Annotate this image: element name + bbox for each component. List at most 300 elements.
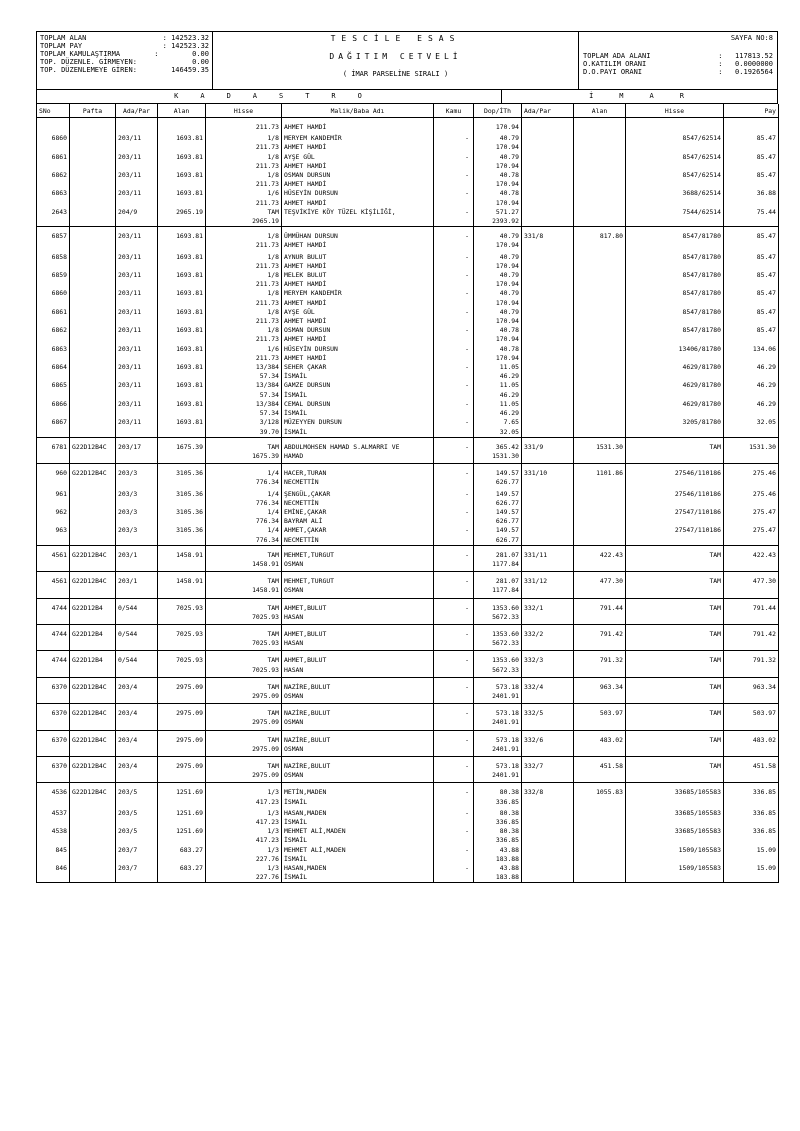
table-row [37, 864, 779, 883]
hisse-cell-line: 417.23 [255, 818, 279, 826]
total-value: 146459.35 [171, 66, 209, 74]
pafta-cell [70, 271, 116, 289]
dop-cell-line: 170.94 [495, 317, 519, 326]
pay-cell: 791.42 [724, 624, 779, 650]
dop-cell [474, 437, 522, 463]
malik-cell [282, 526, 434, 545]
ada-par-cell: 203/11 [116, 134, 158, 152]
hisse-cell [206, 227, 282, 253]
kamu-cell: - [434, 624, 474, 650]
ratio-value: : 117813.52 [718, 52, 773, 60]
pafta-cell: G22D12B4C [70, 572, 116, 598]
kamu-cell: - [434, 418, 474, 437]
pafta-cell: G22D12B4C [70, 704, 116, 730]
sno-cell: 6858 [37, 253, 70, 271]
malik-cell-line: İSMAİL [284, 818, 308, 826]
kamu-cell: - [434, 381, 474, 399]
dop-cell [474, 783, 522, 809]
hisse-cell-line: 1/3 [267, 864, 279, 873]
dop-cell [474, 809, 522, 827]
malik-cell-line: NAZİRE,BULUT [284, 709, 331, 718]
hisse-cell-line: 211.73 [255, 280, 279, 289]
ada-par-cell: 203/11 [116, 381, 158, 399]
dop-cell-line: 80.38 [499, 788, 519, 797]
dop-cell-line: 170.94 [495, 298, 519, 307]
imar-hisse-cell: 8547/81780 [626, 227, 724, 253]
dop-cell-line: 40.79 [499, 152, 519, 161]
hisse-cell-line: TAM [267, 550, 279, 559]
dop-cell [474, 345, 522, 363]
malik-cell [282, 704, 434, 730]
imar-alan-cell [574, 809, 626, 827]
column-header: Pafta [70, 104, 116, 118]
pafta-cell: G22D12B4C [70, 545, 116, 571]
imar-hisse-cell: 1509/105583 [626, 846, 724, 864]
ada-par-cell: 203/11 [116, 345, 158, 363]
kamu-cell: - [434, 846, 474, 864]
malik-cell [282, 437, 434, 463]
hisse-cell-line: 2965.19 [252, 217, 279, 226]
ada-par-cell: 203/5 [116, 783, 158, 809]
imar-alan-cell: 503.97 [574, 704, 626, 730]
pay-cell: 15.09 [724, 864, 779, 883]
imar-alan-cell [574, 253, 626, 271]
dop-cell-line: 46.29 [499, 372, 519, 381]
imar-alan-cell: 791.42 [574, 624, 626, 650]
pay-cell: 483.02 [724, 730, 779, 756]
imar-hisse-cell: 8547/62514 [626, 171, 724, 189]
hisse-cell-line: 211.73 [255, 317, 279, 326]
column-header: SNo [37, 104, 70, 118]
hisse-cell-line: TAM [267, 682, 279, 691]
table-row [37, 730, 779, 756]
sno-cell: 6867 [37, 418, 70, 437]
pay-cell: 336.85 [724, 809, 779, 827]
dop-cell-line: 170.94 [495, 198, 519, 207]
dop-cell-line: 40.78 [499, 326, 519, 335]
hisse-cell [206, 864, 282, 883]
dop-cell [474, 418, 522, 437]
ratio-row [583, 52, 773, 60]
sno-cell: 845 [37, 846, 70, 864]
imar-alan-cell [574, 308, 626, 326]
kamu-cell: - [434, 598, 474, 624]
alan-cell: 1693.81 [158, 171, 206, 189]
imar-ada-par-cell: 332/3 [522, 651, 574, 677]
malik-cell-line: AHMET HAMDİ [284, 143, 327, 152]
hisse-cell-line: 211.73 [255, 143, 279, 152]
pafta-cell [70, 189, 116, 207]
dop-cell-line: 170.94 [495, 241, 519, 250]
pay-cell: 85.47 [724, 134, 779, 152]
imar-alan-cell [574, 134, 626, 152]
pay-cell: 85.47 [724, 253, 779, 271]
dop-cell-line: 573.18 [495, 682, 519, 691]
dop-cell-line: 365.42 [495, 442, 519, 451]
hisse-cell-line: 227.76 [255, 854, 279, 863]
malik-cell-line: MEHMET,TURGUT [284, 577, 335, 586]
ratio-block [579, 32, 777, 89]
imar-alan-cell [574, 289, 626, 307]
dop-cell-line: 170.94 [495, 280, 519, 289]
imar-ada-par-cell [522, 326, 574, 344]
total-label: TOP. DÜZENLEMEYE GİREN: [40, 66, 137, 74]
alan-cell: 3105.36 [158, 526, 206, 545]
column-header: Alan [158, 104, 206, 118]
pay-cell: 46.29 [724, 381, 779, 399]
malik-cell-line: AYŞE GÜL [284, 307, 315, 316]
section-imar: İMAR [589, 92, 710, 100]
imar-ada-par-cell: 331/12 [522, 572, 574, 598]
pafta-cell [70, 864, 116, 883]
table-row [37, 118, 779, 135]
table-row [37, 704, 779, 730]
pay-cell: 791.44 [724, 598, 779, 624]
pay-cell: 75.44 [724, 208, 779, 227]
kamu-cell: - [434, 134, 474, 152]
ada-par-cell: 203/1 [116, 572, 158, 598]
imar-ada-par-cell [522, 171, 574, 189]
malik-cell-line: OSMAN [284, 718, 304, 727]
hisse-cell-line: 1/8 [267, 307, 279, 316]
malik-cell [282, 418, 434, 437]
imar-hisse-cell: TAM [626, 437, 724, 463]
malik-cell [282, 363, 434, 381]
malik-cell [282, 134, 434, 152]
title-block [213, 32, 579, 89]
pafta-cell [70, 289, 116, 307]
dop-cell-line: 80.38 [499, 827, 519, 836]
kamu-cell: - [434, 208, 474, 227]
table-row [37, 326, 779, 344]
hisse-cell-line: 7025.93 [252, 665, 279, 674]
malik-cell-line: OSMAN DURSUN [284, 326, 331, 335]
total-label: TOP. DÜZENLE. GİRMEYEN: [40, 58, 137, 66]
dop-cell [474, 118, 522, 135]
table-row [37, 846, 779, 864]
imar-hisse-cell: 8547/81780 [626, 271, 724, 289]
table-row [37, 572, 779, 598]
ratio-label: D.O.PAYI ORANI [583, 68, 643, 76]
sno-cell: 6860 [37, 289, 70, 307]
malik-cell-line: MEHMET ALİ,MADEN [284, 827, 346, 836]
table-row [37, 400, 779, 418]
imar-hisse-cell: TAM [626, 730, 724, 756]
pafta-cell [70, 171, 116, 189]
imar-hisse-cell: 3205/81780 [626, 418, 724, 437]
imar-ada-par-cell [522, 118, 574, 135]
hisse-cell [206, 730, 282, 756]
dop-cell-line: 43.88 [499, 845, 519, 854]
malik-cell [282, 253, 434, 271]
dop-cell-line: 40.79 [499, 252, 519, 261]
dop-cell [474, 756, 522, 782]
hisse-cell-line: 417.23 [255, 797, 279, 806]
kamu-cell: - [434, 271, 474, 289]
kamu-cell: - [434, 189, 474, 207]
page-number: SAYFA NO:8 [730, 34, 773, 42]
malik-cell [282, 381, 434, 399]
malik-cell-line: TEŞVİKİYE KÖY TÜZEL KİŞİLİĞİ, [284, 207, 396, 216]
table-body [37, 118, 779, 883]
pafta-cell [70, 809, 116, 827]
pafta-cell [70, 400, 116, 418]
malik-cell-line: METİN,MADEN [284, 788, 327, 797]
alan-cell: 1693.81 [158, 134, 206, 152]
sno-cell: 2643 [37, 208, 70, 227]
table-row [37, 253, 779, 271]
malik-cell-line: MEHMET,TURGUT [284, 550, 335, 559]
malik-cell [282, 624, 434, 650]
hisse-cell [206, 208, 282, 227]
dop-cell [474, 134, 522, 152]
kamu-cell: - [434, 572, 474, 598]
imar-hisse-cell: TAM [626, 704, 724, 730]
dop-cell-line: 149.57 [495, 489, 519, 498]
alan-cell: 1458.91 [158, 572, 206, 598]
imar-ada-par-cell [522, 526, 574, 545]
hisse-cell-line: 1/8 [267, 134, 279, 143]
ada-par-cell: 203/3 [116, 526, 158, 545]
malik-cell-line: ŞENGÜL,ÇAKAR [284, 489, 331, 498]
hisse-cell-line: 1/8 [267, 152, 279, 161]
imar-hisse-cell: 33685/105583 [626, 809, 724, 827]
ada-par-cell [116, 118, 158, 135]
alan-cell: 2975.09 [158, 677, 206, 703]
kamu-cell: - [434, 756, 474, 782]
dop-cell-line: 170.94 [495, 261, 519, 270]
malik-cell-line: AHMET HAMDİ [284, 180, 327, 189]
table-row [37, 363, 779, 381]
ada-par-cell: 203/1 [116, 545, 158, 571]
malik-cell-line: İSMAİL [284, 390, 308, 399]
dop-cell-line: 1353.60 [492, 629, 519, 638]
dop-cell-line: 5672.33 [492, 639, 519, 648]
pay-cell: 46.29 [724, 363, 779, 381]
hisse-cell-line: TAM [267, 629, 279, 638]
hisse-cell-line: TAM [267, 207, 279, 216]
hisse-cell [206, 756, 282, 782]
kamu-cell: - [434, 526, 474, 545]
alan-cell: 1693.81 [158, 345, 206, 363]
table-row [37, 677, 779, 703]
alan-cell: 683.27 [158, 846, 206, 864]
table-row [37, 134, 779, 152]
ada-par-cell: 203/11 [116, 253, 158, 271]
dop-cell-line: 149.57 [495, 469, 519, 478]
malik-cell [282, 171, 434, 189]
malik-cell-line: OSMAN [284, 771, 304, 780]
imar-hisse-cell: 33685/105583 [626, 827, 724, 845]
kamu-cell: - [434, 704, 474, 730]
pay-cell: 36.88 [724, 189, 779, 207]
ada-par-cell: 203/11 [116, 326, 158, 344]
malik-cell-line: AHMET HAMDİ [284, 298, 327, 307]
alan-cell: 1693.81 [158, 189, 206, 207]
dop-cell-line: 11.05 [499, 363, 519, 372]
hisse-cell-line: TAM [267, 761, 279, 770]
pay-cell: 963.34 [724, 677, 779, 703]
hisse-cell [206, 651, 282, 677]
malik-cell-line: İSMAİL [284, 372, 308, 381]
malik-cell-line: MELEK BULUT [284, 271, 327, 280]
hisse-cell [206, 809, 282, 827]
hisse-cell [206, 253, 282, 271]
dop-cell-line: 40.79 [499, 232, 519, 241]
pay-cell: 336.85 [724, 783, 779, 809]
alan-cell: 1693.81 [158, 400, 206, 418]
totals-block [37, 32, 213, 89]
malik-cell-line: OSMAN DURSUN [284, 171, 331, 180]
alan-cell: 1693.81 [158, 271, 206, 289]
hisse-cell-line: TAM [267, 735, 279, 744]
imar-hisse-cell: TAM [626, 756, 724, 782]
malik-cell-line: EMİNE,ÇAKAR [284, 507, 327, 516]
ada-par-cell: 203/17 [116, 437, 158, 463]
alan-cell: 1693.81 [158, 308, 206, 326]
table-row [37, 208, 779, 227]
imar-hisse-cell: 8547/81780 [626, 253, 724, 271]
malik-cell-line: MERYEM KANDEMİR [284, 289, 342, 298]
malik-cell-line: İSMAİL [284, 836, 308, 845]
malik-cell-line: AHMET,BULUT [284, 656, 327, 665]
hisse-cell-line: 1/4 [267, 489, 279, 498]
malik-cell [282, 326, 434, 344]
ada-par-cell: 203/4 [116, 677, 158, 703]
total-label: TOPLAM PAY [40, 42, 83, 50]
alan-cell: 3105.36 [158, 490, 206, 508]
sno-cell: 6862 [37, 171, 70, 189]
dop-cell [474, 326, 522, 344]
malik-cell-line: AHMET HAMDİ [284, 353, 327, 362]
pafta-cell [70, 526, 116, 545]
imar-alan-cell [574, 827, 626, 845]
kamu-cell: - [434, 253, 474, 271]
malik-cell-line: AHMET HAMDİ [284, 280, 327, 289]
imar-alan-cell [574, 490, 626, 508]
kamu-cell: - [434, 437, 474, 463]
kamu-cell: - [434, 490, 474, 508]
imar-ada-par-cell: 332/4 [522, 677, 574, 703]
pay-cell: 85.47 [724, 289, 779, 307]
pay-cell: 503.97 [724, 704, 779, 730]
hisse-cell [206, 418, 282, 437]
sno-cell: 6864 [37, 363, 70, 381]
ada-par-cell: 203/11 [116, 189, 158, 207]
hisse-cell-line: 1/3 [267, 845, 279, 854]
hisse-cell [206, 677, 282, 703]
pay-cell: 275.47 [724, 526, 779, 545]
sno-cell: 6370 [37, 704, 70, 730]
dop-cell-line: 183.88 [495, 873, 519, 882]
hisse-cell-line: 2975.09 [252, 744, 279, 753]
hisse-cell-line: 3/128 [259, 418, 279, 427]
alan-cell: 1675.39 [158, 437, 206, 463]
ratio-value: : 0.1926564 [718, 68, 773, 76]
sno-cell: 961 [37, 490, 70, 508]
malik-cell-line: AHMET HAMDİ [284, 317, 327, 326]
dop-cell-line: 40.78 [499, 344, 519, 353]
total-value: 0.00 [192, 58, 209, 66]
dop-cell-line: 2393.92 [492, 217, 519, 226]
pay-cell: 15.09 [724, 846, 779, 864]
dop-cell-line: 11.05 [499, 381, 519, 390]
dop-cell-line: 43.88 [499, 864, 519, 873]
dop-cell-line: 336.85 [495, 818, 519, 826]
pafta-cell [70, 490, 116, 508]
total-row [40, 66, 209, 74]
table-row [37, 308, 779, 326]
hisse-cell-line: 211.73 [255, 198, 279, 207]
malik-cell [282, 118, 434, 135]
alan-cell: 1251.69 [158, 809, 206, 827]
dop-cell [474, 704, 522, 730]
dop-cell-line: 5672.33 [492, 612, 519, 621]
hisse-cell [206, 171, 282, 189]
pay-cell: 422.43 [724, 545, 779, 571]
dop-cell-line: 1531.30 [492, 451, 519, 460]
malik-cell-line: AHMET,ÇAKAR [284, 526, 327, 535]
table-row [37, 783, 779, 809]
alan-cell: 3105.36 [158, 508, 206, 526]
sno-cell: 6863 [37, 189, 70, 207]
imar-ada-par-cell: 331/10 [522, 464, 574, 490]
dop-cell [474, 490, 522, 508]
hisse-cell-line: 1/6 [267, 189, 279, 198]
imar-hisse-cell: 7544/62514 [626, 208, 724, 227]
hisse-cell-line: 1/4 [267, 507, 279, 516]
alan-cell: 1693.81 [158, 227, 206, 253]
imar-ada-par-cell [522, 208, 574, 227]
pay-cell: 336.85 [724, 827, 779, 845]
total-value: : 142523.32 [162, 34, 209, 42]
hisse-cell-line: 1/8 [267, 232, 279, 241]
table-row [37, 227, 779, 253]
kamu-cell: - [434, 308, 474, 326]
sno-cell: 6863 [37, 345, 70, 363]
ratio-label: O.KATILIM ORANI [583, 60, 647, 68]
ada-par-cell: 203/4 [116, 730, 158, 756]
dop-cell [474, 308, 522, 326]
imar-hisse-cell: 4629/81780 [626, 363, 724, 381]
dop-cell [474, 363, 522, 381]
kamu-cell: - [434, 289, 474, 307]
dop-cell-line: 11.05 [499, 399, 519, 408]
table-row [37, 345, 779, 363]
dop-cell-line: 40.79 [499, 271, 519, 280]
ada-par-cell: 203/11 [116, 271, 158, 289]
hisse-cell-line: TAM [267, 442, 279, 451]
imar-hisse-cell: 8547/81780 [626, 326, 724, 344]
hisse-cell-line: 13/384 [255, 363, 279, 372]
malik-cell-line: OSMAN [284, 586, 304, 595]
hisse-cell-line: 211.73 [255, 123, 279, 131]
imar-hisse-cell: 8547/81780 [626, 308, 724, 326]
pafta-cell: G22D12B4 [70, 598, 116, 624]
imar-hisse-cell [626, 118, 724, 135]
hisse-cell [206, 381, 282, 399]
kamu-cell: - [434, 730, 474, 756]
pay-cell: 275.46 [724, 464, 779, 490]
imar-ada-par-cell [522, 345, 574, 363]
alan-cell: 2975.09 [158, 730, 206, 756]
column-header: Pay [724, 104, 779, 118]
malik-cell-line: OSMAN [284, 691, 304, 700]
hisse-cell-line: 1/8 [267, 252, 279, 261]
malik-cell-line: NAZİRE,BULUT [284, 682, 331, 691]
kamu-cell: - [434, 783, 474, 809]
pafta-cell [70, 134, 116, 152]
